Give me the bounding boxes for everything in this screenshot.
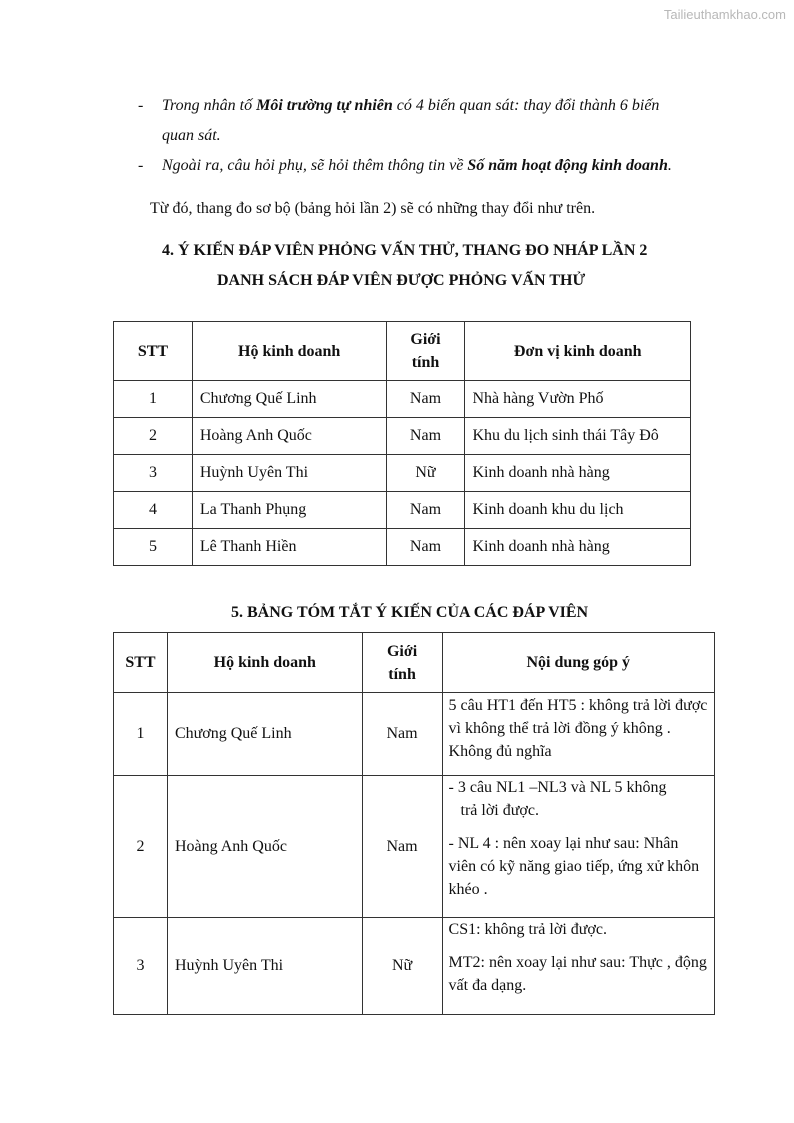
table-row: [114, 455, 691, 492]
header-business: Hộ kinh doanh: [192, 322, 386, 381]
table-row: [114, 918, 715, 1015]
table-row: [114, 529, 691, 566]
bullet-text-pre: Ngoài ra, câu hỏi phụ, sẽ hỏi thêm thông tin về: [162, 157, 468, 174]
cell-gender: Nam: [386, 529, 465, 566]
table-row: [114, 776, 715, 918]
bullet-text: [162, 156, 672, 176]
cell-name: Chương Quế Linh: [167, 693, 362, 776]
watermark: Tailieuthamkhao.com: [663, 7, 786, 22]
bullet-text-bold: Môi trường tự nhiên: [256, 97, 393, 114]
feedback-table: [113, 632, 715, 1015]
cell-unit: Kinh doanh nhà hàng: [465, 529, 691, 566]
cell-name: Huỳnh Uyên Thi: [192, 455, 386, 492]
bullet-text-continuation: quan sát.: [162, 127, 221, 144]
cell-unit: Khu du lịch sinh thái Tây Đô: [465, 418, 691, 455]
table-row: [114, 381, 691, 418]
cell-gender: Nam: [362, 776, 442, 918]
section-5-title: 5. BẢNG TÓM TẮT Ý KIẾN CỦA CÁC ĐÁP VIÊN: [231, 604, 589, 621]
cell-unit: Kinh doanh nhà hàng: [465, 455, 691, 492]
header-business: Hộ kinh doanh: [167, 633, 362, 693]
cell-name: Huỳnh Uyên Thi: [167, 918, 362, 1015]
cell-stt: 2: [114, 418, 193, 455]
feedback-note: - NL 4 : nên xoay lại như sau: Nhân viên có kỹ năng giao tiếp, ứng xử khôn khéo .: [448, 835, 700, 898]
cell-feedback: [442, 776, 714, 918]
feedback-note: MT2: nên xoay lại như sau: Thực , động vất đa dạng.: [448, 954, 707, 994]
cell-stt: 1: [114, 693, 168, 776]
header-stt: STT: [114, 633, 168, 693]
header-stt: STT: [114, 322, 193, 381]
header-feedback: Nội dung góp ý: [442, 633, 714, 693]
header-unit: Đơn vị kinh doanh: [465, 322, 691, 381]
cell-gender: Nam: [386, 492, 465, 529]
cell-name: Chương Quế Linh: [192, 381, 386, 418]
bullet-text: [162, 96, 659, 116]
cell-unit: Nhà hàng Vườn Phố: [465, 381, 691, 418]
table-header-row: [114, 633, 715, 693]
section-4-title: 4. Ý KIẾN ĐÁP VIÊN PHỎNG VẤN THỬ, THANG ĐO NHÁP LẦN 2: [162, 242, 648, 259]
header-gender: Giới tính: [386, 322, 465, 381]
cell-stt: 2: [114, 776, 168, 918]
cell-stt: 1: [114, 381, 193, 418]
cell-name: La Thanh Phụng: [192, 492, 386, 529]
bullet-text-post: .: [667, 157, 672, 174]
cell-gender: Nam: [386, 381, 465, 418]
table-row: [114, 492, 691, 529]
cell-stt: 5: [114, 529, 193, 566]
feedback-note: 5 câu HT1 đến HT5 : không trả lời được vì không thể trả lời đồng ý không . Không đủ nghĩa: [448, 697, 708, 760]
cell-feedback: [442, 693, 714, 776]
feedback-note: CS1: không trả lời được.: [448, 921, 607, 938]
bullet-dash: -: [138, 97, 144, 114]
cell-name: Hoàng Anh Quốc: [192, 418, 386, 455]
header-gender: Giới tính: [362, 633, 442, 693]
cell-gender: Nữ: [386, 455, 465, 492]
cell-gender: Nam: [386, 418, 465, 455]
cell-unit: Kinh doanh khu du lịch: [465, 492, 691, 529]
cell-name: Lê Thanh Hiền: [192, 529, 386, 566]
cell-feedback: [442, 918, 714, 1015]
section-4-subtitle: DANH SÁCH ĐÁP VIÊN ĐƯỢC PHỎNG VẤN THỬ: [217, 272, 586, 289]
cell-name: Hoàng Anh Quốc: [167, 776, 362, 918]
cell-stt: 3: [114, 918, 168, 1015]
respondent-table: [113, 321, 691, 566]
bullet-dash: -: [138, 157, 144, 174]
cell-gender: Nữ: [362, 918, 442, 1015]
table-header-row: [114, 322, 691, 381]
bullet-text-pre: Trong nhân tố: [162, 97, 257, 114]
feedback-note: - 3 câu NL1 –NL3 và NL 5 không: [448, 779, 667, 796]
cell-gender: Nam: [362, 693, 442, 776]
bullet-text-bold: Số năm hoạt động kinh doanh: [467, 157, 668, 174]
table-row: [114, 418, 691, 455]
feedback-note: trả lời được.: [460, 802, 539, 819]
table-row: [114, 693, 715, 776]
summary-paragraph: Từ đó, thang đo sơ bộ (bảng hỏi lần 2) sẽ có những thay đổi như trên.: [150, 200, 596, 217]
bullet-text-post: có 4 biến quan sát: thay đổi thành 6 biến: [392, 97, 660, 114]
cell-stt: 4: [114, 492, 193, 529]
cell-stt: 3: [114, 455, 193, 492]
